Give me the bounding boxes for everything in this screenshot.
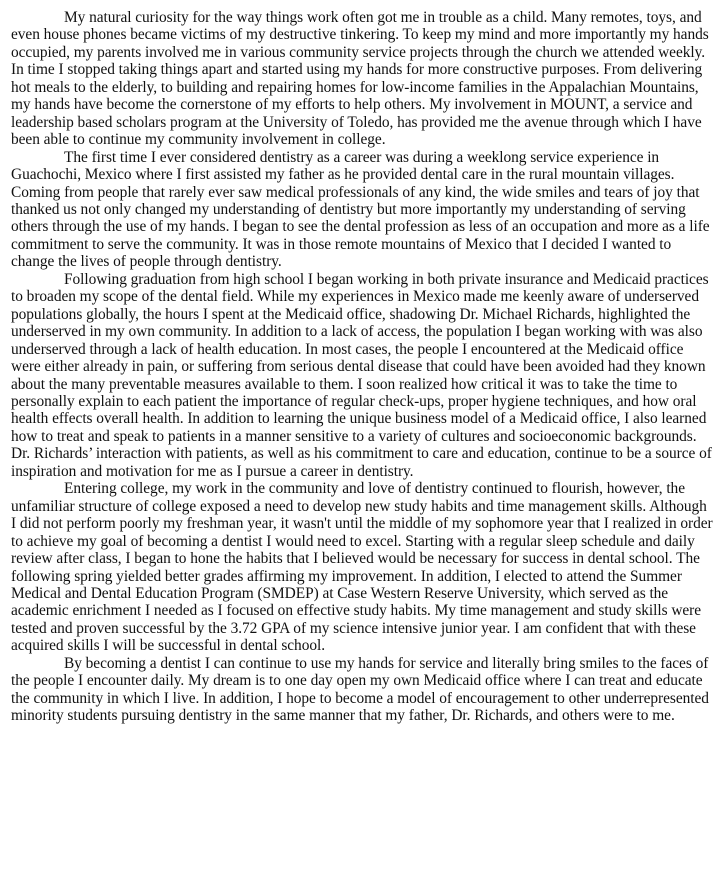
paragraph-college: Entering college, my work in the community and love of dentistry continued to flourish, however, the unfamiliar structure of college exposed a need to develop new study habits and time management skills. Although I did not perform poorly my freshman year, it wasn't until the middle of my sophomore year that I realized in order to achieve my goal of becoming a dentist I would need to excel. Starting with a regular sleep schedule and daily review after class, I began to hone the habits that I believed would be necessary for success in dental school. The following spring yielded better grades affirming my improvement. In addition, I elected to attend the Summer Medical and Dental Education Program (SMDEP) at Case Western Reserve University, which served as the academic enrichment I needed as I focused on effective study habits. My time management and study skills were tested and proven successful by the 3.72 GPA of my science intensive junior year. I am confident that with these acquired skills I will be successful in dental school. [11, 480, 713, 655]
paragraph-mexico: The first time I ever considered dentistry as a career was during a weeklong service experience in Guachochi, Mexico where I first assisted my father as he provided dental care in the rural mountain villages. Coming from people that rarely ever saw medical professionals of any kind, the wide smiles and tears of joy that thanked us not only changed my understanding of dentistry but more importantly my understanding of serving others through the use of my hands. I began to see the dental profession as less of an occupation and more as a life commitment to serve the community. It was in those remote mountains of Mexico that I decided I wanted to change the lives of people through dentistry. [11, 148, 710, 271]
paragraph-medicaid: Following graduation from high school I began working in both private insurance and Medicaid practices to broaden my scope of the dental field. While my experiences in Mexico made me keenly aware of underserved populations globally, the hours I spent at the Medicaid office, shadowing Dr. Michael Richards, highlighted the underserved in my own community. In addition to a lack of access, the population I began working with was also underserved through a lack of health education. In most cases, the people I encountered at the Medicaid office were either already in pain, or suffering from serious dental disease that could have been avoided had they known about the many preventable measures available to them. I soon realized how critical it was to take the time to personally explain to each patient the importance of regular check-ups, proper hygiene techniques, and how oral health effects overall health. In addition to learning the unique business model of a Medicaid office, I also learned how to treat and speak to patients in a manner sensitive to a variety of cultures and socioeconomic backgrounds. Dr. Richards’ interaction with patients, as well as his commitment to care and education, continue to be a source of inspiration and motivation for me as I pursue a career in dentistry. [11, 270, 712, 480]
paragraph-conclusion: By becoming a dentist I can continue to use my hands for service and literally bring smiles to the faces of the people I encounter daily. My dream is to one day open my own Medicaid office where I can treat and educate the community in which I live. In addition, I hope to become a model of encouragement to other underrepresented minority students pursuing dentistry in the same manner that my father, Dr. Richards, and others were to me. [11, 654, 709, 725]
paragraph-curiosity: My natural curiosity for the way things work often got me in trouble as a child. Many remotes, toys, and even house phones became victims of my destructive tinkering. To keep my mind and more importantly my hands occupied, my parents involved me in various community service projects through the church we attended weekly. In time I stopped taking things apart and started using my hands for more constructive purposes. From delivering hot meals to the elderly, to building and repairing homes for low-income families in the Appalachian Mountains, my hands have become the cornerstone of my efforts to help others. My involvement in MOUNT, a service and leadership based scholars program at the University of Toledo, has provided me the avenue through which I have been able to continue my community involvement in college. [11, 9, 709, 149]
